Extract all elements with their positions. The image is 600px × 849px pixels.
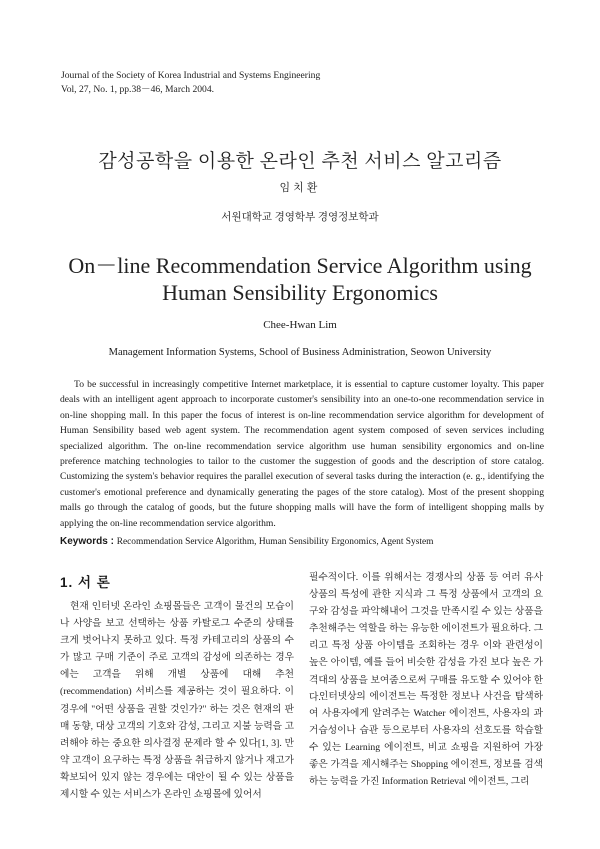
section-heading: 1. 서 론 <box>60 575 111 590</box>
journal-citation <box>61 69 320 97</box>
keywords-label: Keywords : <box>60 536 117 547</box>
english-author: Chee-Hwan Lim <box>263 319 337 331</box>
keywords <box>60 536 550 547</box>
korean-title: 감성공학을 이용한 온라인 추천 서비스 알고리즘 <box>98 151 502 172</box>
body-paragraph-right-2: 인터넷상의 에이전트는 특정한 정보나 사건을 탐색하여 사용자에게 알려주는 Watcher 에이전트, 사용자의 과거습성이나 습관 등으로부터 사용자의 선호도를 학습할 수 있는 Learning 에이전트, 비교 쇼핑을 지원하여 가장 좋은 가격을 제시해주는 Shopping 에이전트, 정보를 검색하는 능력을 가진 Information Retrieval 에이전트, 그리 <box>309 691 543 788</box>
english-affiliation: Management Information Systems, School of Business Administration, Seowon University <box>108 347 492 358</box>
body-paragraph-left: 현재 인터넷 온라인 쇼핑몰들은 고객이 물건의 모습이나 사양을 보고 선택하는 상품 카탈로그 수준의 상태를 크게 벗어나지 못하고 있다. 특정 카테고리의 상품의 수가 많고 구매 기준이 주로 고객의 감성에 의존하는 경우에는 고객을 위해 개별 상품에 대해 추천(recommendation) 서비스를 제공하는 것이 필요하다. 이 경우에 "어떤 상품을 권할 것인가?" 하는 것은 현재의 판매 동향, 대상 고객의 기호와 감성, 그리고 지불 능력을 고려해야 하는 중요한 의사결정 문제라 할 수 있다[1, 3]. 만약 고객이 요구하는 특정 상품을 취급하지 않거나 재고가 확보되어 있지 않는 경우에는 대안이 될 수 있는 상품을 제시할 수 있는 서비스가 온라인 쇼핑몰에 있어서 <box>60 601 294 801</box>
korean-affiliation: 서원대학교 경영학부 경영정보학과 <box>221 212 379 223</box>
korean-author: 임치환 <box>279 182 321 194</box>
journal-name: Journal of the Society of Korea Industrial and Systems Engineering <box>61 70 321 81</box>
abstract: To be successful in increasingly competitive Internet marketplace, it is essential to capture customer loyalty. This paper deals with an intelligent agent approach to incorporate customer's sensibility into an one-to-one recommendation service in on-line shopping mall. In this paper the focus of interest is on-line recommendation service algorithm for development of Human Sensibility based web agent system. The recommendation agent system composed of seven services including specialized algorithm. The on-line recommendation service algorithm use human sensibility ergonomics and on-line preference matching technologies to tailor to the customer the suggestion of goods and the description of store catalog. Customizing the system's behavior requires the parallel execution of several tasks during the interaction (e. g., identifying the customer's emotional preference and dynamically generating the pages of the store catalog). Most of the present shopping malls go through the catalog of goods, but the future shopping malls will have the form of intelligent shopping malls by applying the on-line recommendation service algorithm. <box>60 379 544 529</box>
body-paragraph-right-1: 필수적이다. 이를 위해서는 경쟁사의 상품 등 여러 유사 상품의 특성에 관한 지식과 그 특정 상품에서 고객의 요구와 감성을 파악해내어 그것을 만족시킬 수 있는 상품을 추천해주는 역할을 하는 유능한 에이전트가 필요하다. 그리고 특정 상품 아이템을 조회하는 경우 이와 관련성이 높은 아이템, 예를 들어 비슷한 감성을 가진 보다 높은 가격대의 상품을 보여줌으로써 구매를 유도할 수 있어야 한다. <box>309 572 543 703</box>
english-title: On－line Recommendation Service Algorithm using Human Sensibility Ergonomics <box>68 253 532 305</box>
keywords-text: Recommendation Service Algorithm, Human Sensibility Ergonomics, Agent System <box>116 537 434 547</box>
journal-volume: Vol, 27, No. 1, pp.38－46, March 2004. <box>61 84 215 95</box>
